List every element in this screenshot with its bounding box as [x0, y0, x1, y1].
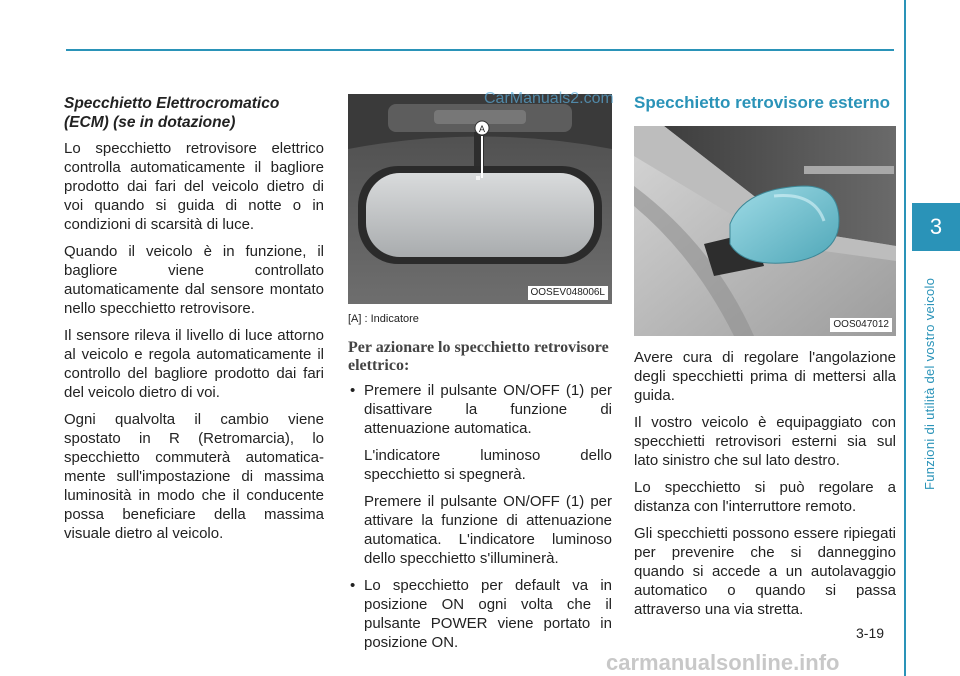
ecm-paragraph: Lo specchietto retrovisore elettrico controlla automaticamente il bagliore prodotto dai fari del veicolo dietro di voi quando si guida di notte o in condizioni di scarsità di luce.: [64, 140, 324, 233]
exterior-paragraph: Lo specchietto si può regolare a distanza con l'interruttore remoto.: [634, 479, 896, 515]
list-item-text: Premere il pulsante ON/OFF (1) per disattivare la funzione di attenuazione automatica.: [364, 382, 612, 437]
figure-code: OOSEV048006L: [528, 286, 609, 300]
list-item-text: L'indicatore luminoso dello specchietto si spegnerà.: [364, 447, 612, 483]
bullet-symbol: •: [350, 577, 356, 594]
column-exterior-mirror: [634, 94, 896, 627]
exterior-mirror-illustration: [634, 126, 896, 336]
interior-mirror-illustration: [348, 94, 612, 304]
operation-subtitle: Per azionare lo specchietto retrovisore elettrico:: [348, 339, 609, 374]
header-rule: [66, 49, 894, 51]
chapter-title: Funzioni di utilità del vostro veicolo: [922, 277, 937, 490]
bullet-symbol: •: [350, 382, 356, 399]
label-a-marker: A: [478, 124, 486, 134]
ecm-paragraph: Quando il veicolo è in funzione, il bagliore viene controllato automaticamente dal sensore montato nello specchietto retrovisore.: [64, 243, 324, 317]
side-rule: [904, 0, 906, 676]
operation-list: [348, 381, 612, 652]
list-item: [348, 576, 612, 652]
chapter-number-tab: 3: [912, 203, 960, 251]
exterior-paragraph: Il vostro veicolo è equipaggiato con specchietti retrovisori esterni sia sul lato sinistro che sul lato destro.: [634, 414, 896, 469]
list-item: [348, 381, 612, 568]
ecm-paragraph: Ogni qualvolta il cambio viene spostato in R (Retromarcia), lo specchietto commuterà automatica-mente sull'impostazione di massima luminosità in modo che il conducente possa beneficiare della massima visuale dietro al veicolo.: [64, 411, 324, 542]
ecm-section-title: Specchietto Elettrocromatico (ECM) (se in dotazione): [64, 95, 280, 131]
list-item-text: Lo specchietto per default va in posizione ON ogni volta che il pulsante POWER viene portato in posizione ON.: [364, 577, 612, 651]
exterior-paragraph: Avere cura di regolare l'angolazione degli specchietti prima di mettersi alla guida.: [634, 349, 896, 404]
list-item-text: Premere il pulsante ON/OFF (1) per attivare la funzione di attenuazione automatica. L'indicatore luminoso dello specchietto s'illuminerà.: [364, 493, 612, 567]
figure-code: OOS047012: [830, 318, 892, 332]
exterior-mirror-figure: [634, 126, 896, 336]
watermark-bottom: carmanualsonline.info: [606, 650, 840, 675]
page-number: 3-19: [856, 625, 885, 641]
exterior-mirror-title: Specchietto retrovisore esterno: [634, 93, 891, 112]
interior-mirror-figure: [348, 94, 612, 304]
ecm-paragraph: Il sensore rileva il livello di luce attorno al veicolo e regola automaticamente il controllo del bagliore prodotto dai fari del veicolo dietro di voi.: [64, 327, 324, 401]
column-operation: [348, 94, 612, 660]
column-ecm: [64, 94, 324, 551]
figure-caption: [A] : Indicatore: [348, 313, 419, 325]
exterior-paragraph: Gli specchietti possono essere ripiegati per prevenire che si danneggino quando si accede a un autolavaggio automatico o quando si passa attraverso una via stretta.: [634, 525, 896, 618]
watermark-top: CarManuals2.com: [484, 90, 614, 107]
